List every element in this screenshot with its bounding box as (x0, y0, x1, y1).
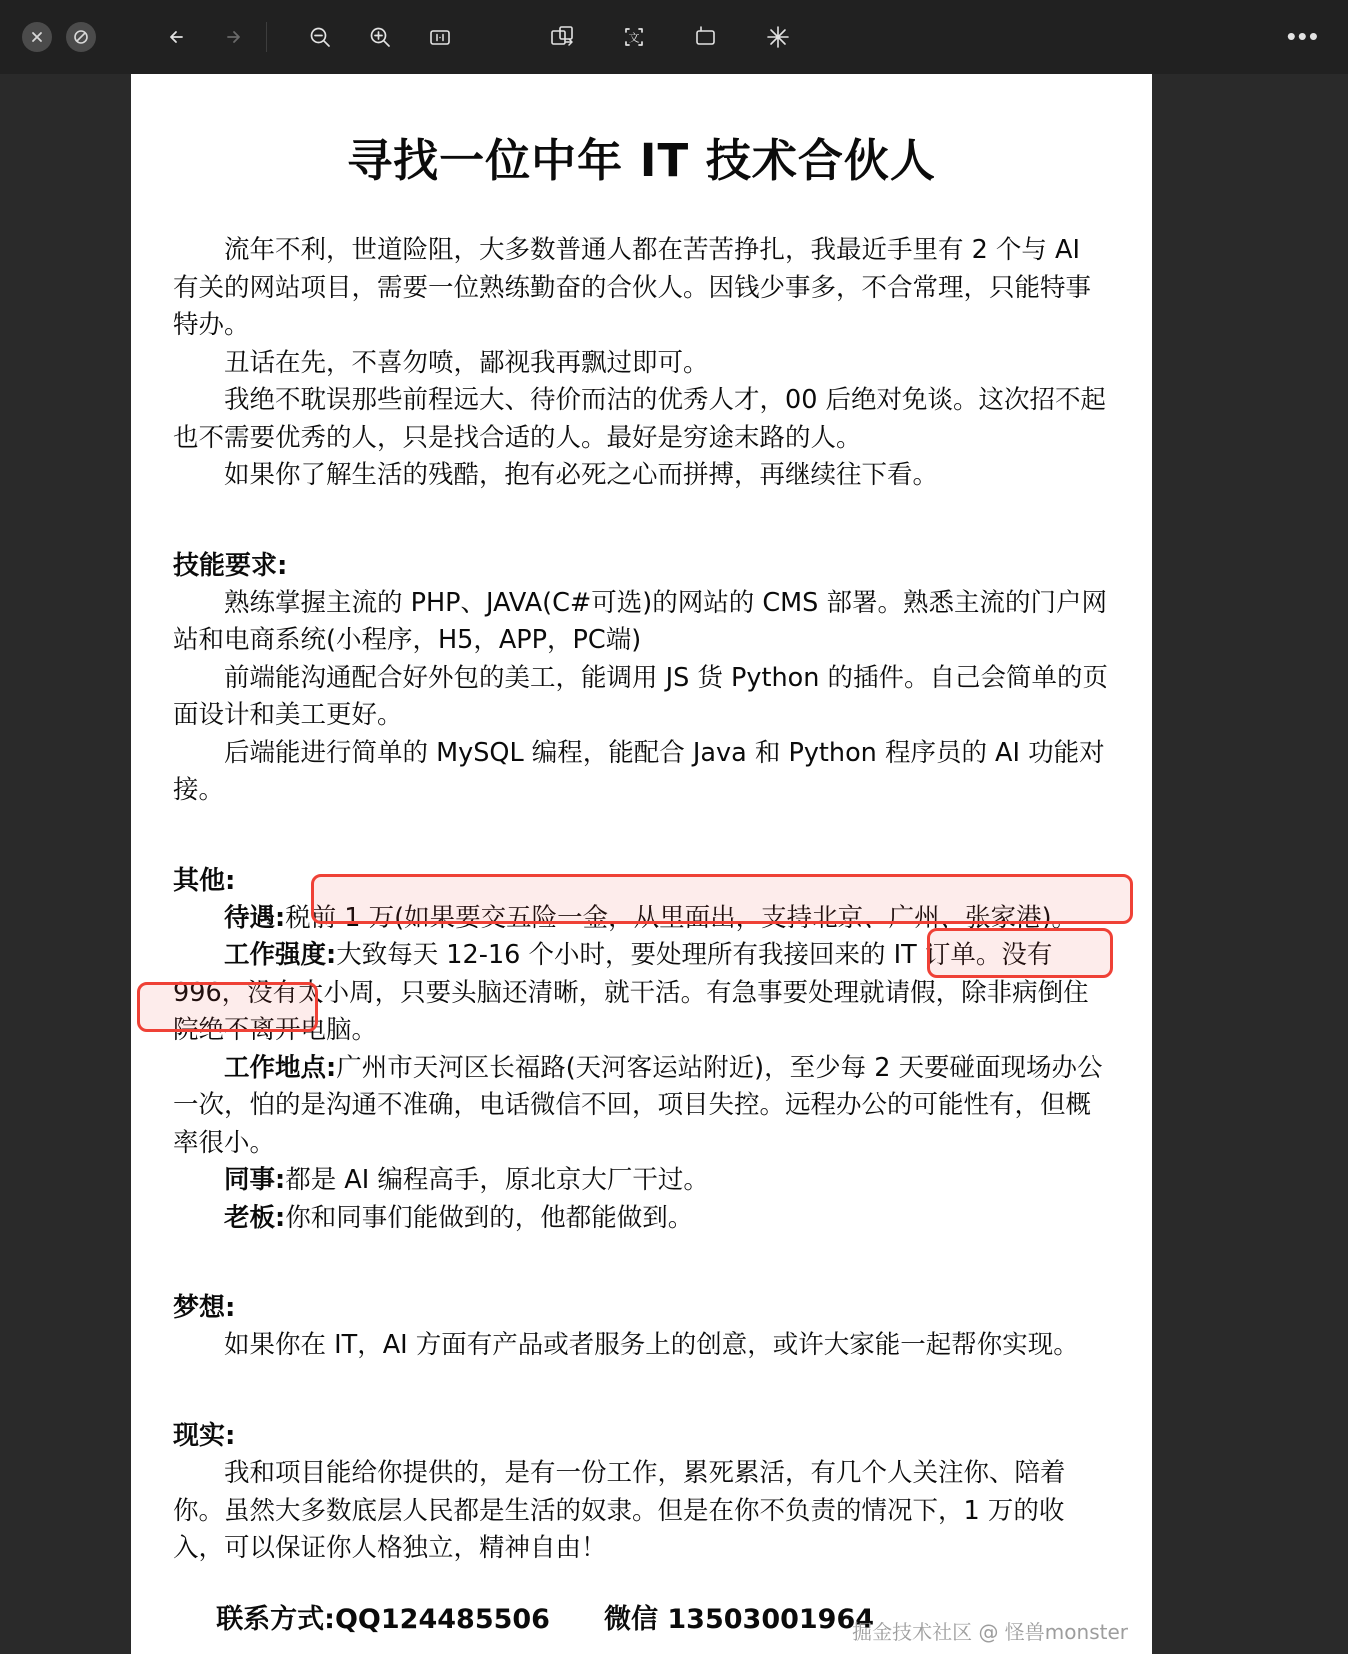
skills-item-1: 熟练掌握主流的 PHP、JAVA(C#可选)的网站的 CMS 部署。熟悉主流的门户网站和电商系统(小程序，H5，APP，PC端) (173, 587, 1107, 656)
sparkle-icon[interactable] (755, 14, 801, 60)
other-row-boss (173, 1200, 1110, 1237)
skills-item-3: 后端能进行简单的 MySQL 编程，能配合 Java 和 Python 程序员的 AI 功能对接。 (173, 737, 1105, 806)
paragraph-intro-4: 如果你了解生活的残酷，抱有必死之心而拼搏，再继续往下看。 (224, 460, 939, 491)
watermark-text: 掘金技术社区 @ 怪兽monster (852, 1620, 1128, 1645)
navigation-controls (154, 14, 256, 60)
actual-size-icon[interactable] (417, 14, 463, 60)
toolbar-right (1281, 21, 1326, 52)
crop-icon[interactable] (683, 14, 729, 60)
other-text-boss: 你和同事们能做到的，他都能做到。 (285, 1202, 694, 1233)
other-label-workload: 工作强度: (224, 940, 337, 971)
compare-images-icon[interactable] (539, 14, 585, 60)
section-heading-other: 其他: (173, 865, 236, 896)
paragraph-intro-3: 我绝不耽误那些前程远大、待价而沽的优秀人才，00 后绝对免谈。这次招不起也不需要优秀的人，只是找合适的人。最好是穷途末路的人。 (173, 385, 1107, 453)
zoom-controls (297, 14, 463, 60)
page-title: 寻找一位中年 IT 技术合伙人 (347, 134, 936, 187)
other-text-location: 广州市天河区长福路(天河客运站附近)，至少每 2 天要碰面现场办公一次，怕的是沟通不准确，电话微信不回，项目失控。远程办公的可能性有，但概率很小。 (173, 1052, 1103, 1158)
contact-wechat: 微信 13503001964 (603, 1603, 875, 1635)
section-heading-skills: 技能要求: (173, 550, 288, 581)
toolbar-divider (266, 22, 267, 52)
tool-actions (539, 14, 801, 60)
no-entry-icon[interactable] (66, 22, 96, 52)
other-label-colleagues: 同事: (224, 1165, 286, 1196)
document-canvas[interactable] (0, 74, 1348, 1654)
window-controls (22, 22, 96, 52)
svg-text:文: 文 (628, 31, 640, 45)
paragraph-reality: 我和项目能给你提供的，是有一份工作，累死累活，有几个人关注你、陪着你。虽然大多数底层人民都是生活的奴隶。但是在你不负责的情况下，1 万的收入，可以保证你人格独立，精神自由！ (173, 1458, 1066, 1564)
other-text-colleagues: 都是 AI 编程高手，原北京大厂干过。 (285, 1165, 709, 1196)
paragraph-dream: 如果你在 IT，AI 方面有产品或者服务上的创意，或许大家能一起帮你实现。 (224, 1330, 1079, 1361)
other-row-workload (173, 937, 1110, 1049)
more-options-icon[interactable]: ••• (1286, 21, 1320, 52)
paragraph-intro-1: 流年不利，世道险阻，大多数普通人都在苦苦挣扎，我最近手里有 2 个与 AI 有关的网站项目，需要一位熟练勤奋的合伙人。因钱少事多，不合常理，只能特事特办。 (173, 235, 1092, 341)
other-text-workload: 大致每天 12-16 个小时，要处理所有我接回来的 IT 订单。没有 996，没有太小周，只要头脑还清晰，就干活。有急事要处理就请假，除非病倒住院绝不离开电脑。 (173, 940, 1089, 1046)
contact-qq: 联系方式:QQ124485506 (216, 1603, 550, 1635)
document-page (131, 74, 1152, 1654)
close-icon[interactable] (22, 22, 52, 52)
spacer (173, 810, 1110, 832)
text-recognize-icon[interactable] (611, 14, 657, 60)
back-icon[interactable] (154, 14, 200, 60)
spacer (173, 1237, 1110, 1259)
spacer (173, 1365, 1110, 1387)
paragraph-intro-2: 丑话在先，不喜勿喷，鄙视我再飘过即可。 (224, 347, 709, 378)
other-label-boss: 老板: (224, 1202, 286, 1233)
zoom-out-icon[interactable] (297, 14, 343, 60)
spacer (173, 495, 1110, 517)
section-heading-dream: 梦想: (173, 1293, 236, 1324)
skills-item-2: 前端能沟通配合好外包的美工，能调用 JS 货 Python 的插件。自己会简单的页面设计和美工更好。 (173, 662, 1109, 731)
other-row-location (173, 1050, 1110, 1162)
other-row-colleagues (173, 1162, 1110, 1199)
viewer-toolbar (0, 0, 1348, 74)
zoom-in-icon[interactable] (357, 14, 403, 60)
other-label-location: 工作地点: (224, 1052, 337, 1083)
other-text-salary: 税前 1 万(如果要交五险一金，从里面出，支持北京、广州、张家港)。 (285, 902, 1078, 933)
other-label-salary: 待遇: (224, 902, 286, 933)
document-body (173, 128, 1110, 1639)
forward-icon[interactable] (210, 14, 256, 60)
other-row-salary (173, 900, 1110, 937)
section-heading-reality: 现实: (173, 1420, 236, 1451)
